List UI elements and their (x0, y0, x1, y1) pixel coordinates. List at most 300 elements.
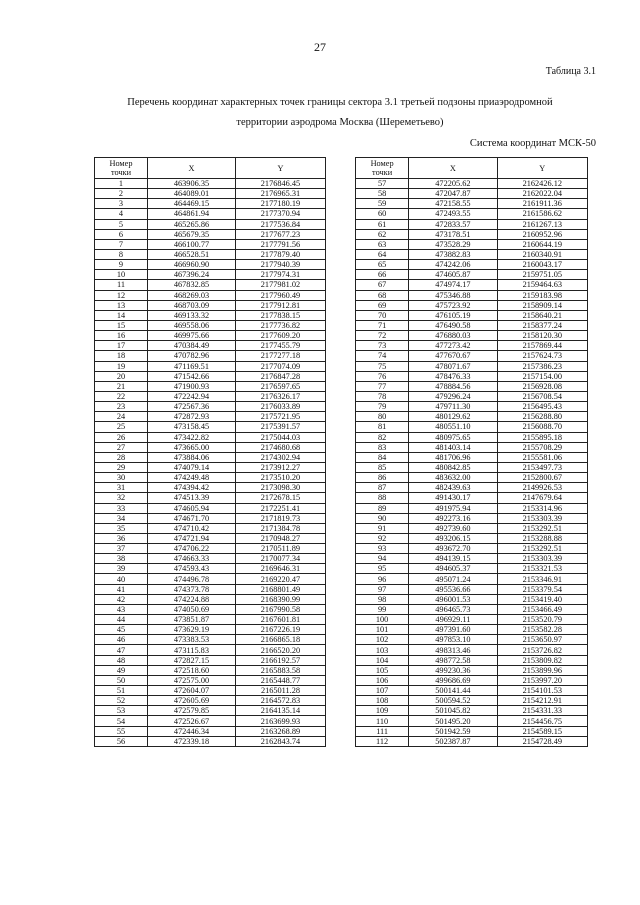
cell-point-number: 22 (95, 391, 148, 401)
cell-x: 469558.06 (148, 320, 236, 330)
cell-x: 465265.86 (148, 219, 236, 229)
cell-y: 2157386.23 (497, 361, 587, 371)
cell-x: 475723.92 (409, 300, 497, 310)
cell-point-number: 102 (356, 635, 409, 645)
table-row (356, 189, 588, 199)
cell-point-number: 10 (95, 270, 148, 280)
table-row (95, 351, 326, 361)
cell-x: 495536.66 (409, 584, 497, 594)
cell-x: 464089.01 (148, 189, 236, 199)
cell-x: 474605.94 (148, 503, 236, 513)
table-row (95, 686, 326, 696)
table-row (356, 574, 588, 584)
table-row (95, 260, 326, 270)
cell-point-number: 33 (95, 503, 148, 513)
cell-y: 2163268.89 (236, 726, 326, 736)
cell-y: 2156495.43 (497, 402, 587, 412)
table-row (95, 219, 326, 229)
table-row (95, 239, 326, 249)
cell-point-number: 45 (95, 625, 148, 635)
table-row (95, 381, 326, 391)
cell-x: 477670.67 (409, 351, 497, 361)
cell-point-number: 35 (95, 523, 148, 533)
cell-x: 474663.33 (148, 554, 236, 564)
cell-x: 471542.66 (148, 371, 236, 381)
cell-y: 2152800.67 (497, 473, 587, 483)
cell-y: 2170511.89 (236, 544, 326, 554)
cell-point-number: 81 (356, 422, 409, 432)
cell-y: 2177277.18 (236, 351, 326, 361)
cell-x: 493206.15 (409, 533, 497, 543)
table-row (356, 331, 588, 341)
cell-point-number: 59 (356, 199, 409, 209)
cell-x: 473528.29 (409, 239, 497, 249)
table-row (356, 199, 588, 209)
cell-point-number: 76 (356, 371, 409, 381)
cell-x: 474224.88 (148, 594, 236, 604)
cell-point-number: 60 (356, 209, 409, 219)
cell-y: 2154212.91 (497, 696, 587, 706)
cell-point-number: 37 (95, 544, 148, 554)
cell-x: 474721.94 (148, 533, 236, 543)
cell-point-number: 32 (95, 493, 148, 503)
cell-y: 2153520.79 (497, 615, 587, 625)
cell-x: 474050.69 (148, 604, 236, 614)
table-row (95, 331, 326, 341)
cell-x: 483632.00 (409, 473, 497, 483)
cell-x: 472339.18 (148, 736, 236, 746)
cell-y: 2172678.15 (236, 493, 326, 503)
cell-x: 472493.55 (409, 209, 497, 219)
cell-x: 474249.48 (148, 473, 236, 483)
table-row (356, 544, 588, 554)
cell-y: 2160043.17 (497, 260, 587, 270)
cell-x: 497391.60 (409, 625, 497, 635)
cell-point-number: 108 (356, 696, 409, 706)
cell-point-number: 6 (95, 229, 148, 239)
cell-y: 2170948.27 (236, 533, 326, 543)
cell-y: 2156288.80 (497, 412, 587, 422)
table-row (356, 696, 588, 706)
cell-point-number: 52 (95, 696, 148, 706)
table-row (356, 209, 588, 219)
cell-y: 2161267.13 (497, 219, 587, 229)
table-row (356, 665, 588, 675)
cell-x: 476880.03 (409, 331, 497, 341)
cell-y: 2176033.89 (236, 402, 326, 412)
table-row (356, 635, 588, 645)
cell-point-number: 66 (356, 270, 409, 280)
cell-x: 501495.20 (409, 716, 497, 726)
table-row (95, 249, 326, 259)
cell-point-number: 55 (95, 726, 148, 736)
cell-x: 472827.15 (148, 655, 236, 665)
cell-point-number: 97 (356, 584, 409, 594)
cell-x: 469975.66 (148, 331, 236, 341)
cell-y: 2175391.57 (236, 422, 326, 432)
cell-y: 2177940.39 (236, 260, 326, 270)
cell-x: 479296.24 (409, 391, 497, 401)
column-header-point-number (95, 158, 148, 179)
cell-x: 469133.32 (148, 310, 236, 320)
cell-point-number: 48 (95, 655, 148, 665)
cell-point-number: 25 (95, 422, 148, 432)
cell-x: 472872.93 (148, 412, 236, 422)
cell-point-number: 84 (356, 452, 409, 462)
table-row (356, 371, 588, 381)
cell-x: 498313.46 (409, 645, 497, 655)
cell-x: 474373.78 (148, 584, 236, 594)
table-row (95, 523, 326, 533)
table-row (95, 655, 326, 665)
table-row (356, 584, 588, 594)
table-row (95, 696, 326, 706)
table-row (356, 452, 588, 462)
table-row (95, 371, 326, 381)
cell-y: 2166192.57 (236, 655, 326, 665)
cell-point-number: 71 (356, 320, 409, 330)
table-row (95, 300, 326, 310)
cell-x: 472446.34 (148, 726, 236, 736)
cell-y: 2156708.54 (497, 391, 587, 401)
cell-x: 470782.96 (148, 351, 236, 361)
cell-y: 2177536.84 (236, 219, 326, 229)
table-row (356, 219, 588, 229)
cell-x: 472242.94 (148, 391, 236, 401)
cell-y: 2177879.40 (236, 249, 326, 259)
table-row (356, 442, 588, 452)
cell-x: 480129.62 (409, 412, 497, 422)
table-row (95, 564, 326, 574)
cell-x: 474394.42 (148, 483, 236, 493)
table-row (356, 523, 588, 533)
column-header-x: X (409, 158, 497, 179)
cell-y: 2153292.51 (497, 544, 587, 554)
cell-y: 2168801.49 (236, 584, 326, 594)
cell-point-number: 86 (356, 473, 409, 483)
table-row (95, 483, 326, 493)
cell-point-number: 78 (356, 391, 409, 401)
cell-y: 2174680.68 (236, 442, 326, 452)
table-row (95, 310, 326, 320)
cell-x: 472833.57 (409, 219, 497, 229)
cell-y: 2177074.09 (236, 361, 326, 371)
column-header-number-line2: точки (372, 168, 393, 177)
cell-point-number: 54 (95, 716, 148, 726)
cell-y: 2153303.39 (497, 554, 587, 564)
cell-y: 2177981.02 (236, 280, 326, 290)
cell-x: 463906.35 (148, 179, 236, 189)
cell-x: 474706.22 (148, 544, 236, 554)
cell-y: 2153419.40 (497, 594, 587, 604)
cell-point-number: 70 (356, 310, 409, 320)
cell-point-number: 104 (356, 655, 409, 665)
table-row (356, 270, 588, 280)
table-row (356, 604, 588, 614)
cell-y: 2176326.17 (236, 391, 326, 401)
cell-y: 2177609.20 (236, 331, 326, 341)
cell-point-number: 112 (356, 736, 409, 746)
cell-y: 2177677.23 (236, 229, 326, 239)
cell-x: 467832.85 (148, 280, 236, 290)
cell-x: 474079.14 (148, 462, 236, 472)
table-row (356, 726, 588, 736)
table-row (95, 645, 326, 655)
cell-point-number: 99 (356, 604, 409, 614)
cell-point-number: 53 (95, 706, 148, 716)
cell-point-number: 3 (95, 199, 148, 209)
cell-point-number: 80 (356, 412, 409, 422)
cell-point-number: 107 (356, 686, 409, 696)
table-row (95, 270, 326, 280)
cell-x: 473115.83 (148, 645, 236, 655)
table-row (356, 675, 588, 685)
cell-x: 498772.58 (409, 655, 497, 665)
cell-point-number: 28 (95, 452, 148, 462)
cell-point-number: 57 (356, 179, 409, 189)
cell-y: 2159183.98 (497, 290, 587, 300)
cell-x: 473178.51 (409, 229, 497, 239)
cell-y: 2156928.08 (497, 381, 587, 391)
cell-x: 468269.03 (148, 290, 236, 300)
cell-point-number: 72 (356, 331, 409, 341)
table-row (95, 584, 326, 594)
cell-x: 474671.70 (148, 513, 236, 523)
cell-point-number: 62 (356, 229, 409, 239)
cell-point-number: 105 (356, 665, 409, 675)
table-row (95, 716, 326, 726)
cell-x: 473884.06 (148, 452, 236, 462)
cell-x: 472604.07 (148, 686, 236, 696)
cell-y: 2154728.49 (497, 736, 587, 746)
cell-point-number: 7 (95, 239, 148, 249)
cell-point-number: 98 (356, 594, 409, 604)
cell-x: 499686.69 (409, 675, 497, 685)
table-row (356, 473, 588, 483)
cell-point-number: 18 (95, 351, 148, 361)
cell-point-number: 91 (356, 523, 409, 533)
table-row (95, 361, 326, 371)
cell-y: 2153321.53 (497, 564, 587, 574)
table-row (356, 594, 588, 604)
table-row (356, 351, 588, 361)
cell-point-number: 63 (356, 239, 409, 249)
cell-x: 494605.37 (409, 564, 497, 574)
table-row (356, 381, 588, 391)
table-header-row (95, 158, 326, 179)
table-row (356, 483, 588, 493)
cell-y: 2168390.99 (236, 594, 326, 604)
table-row (95, 544, 326, 554)
cell-point-number: 44 (95, 615, 148, 625)
cell-point-number: 74 (356, 351, 409, 361)
table-row (356, 320, 588, 330)
cell-point-number: 9 (95, 260, 148, 270)
table-row (356, 533, 588, 543)
cell-point-number: 65 (356, 260, 409, 270)
cell-point-number: 88 (356, 493, 409, 503)
cell-y: 2153314.96 (497, 503, 587, 513)
cell-x: 481706.96 (409, 452, 497, 462)
cell-y: 2166520.20 (236, 645, 326, 655)
table-row (95, 412, 326, 422)
cell-x: 472158.55 (409, 199, 497, 209)
cell-y: 2173510.20 (236, 473, 326, 483)
cell-y: 2153497.73 (497, 462, 587, 472)
table-label: Таблица 3.1 (545, 66, 596, 77)
cell-point-number: 11 (95, 280, 148, 290)
cell-x: 472518.60 (148, 665, 236, 675)
cell-y: 2155581.06 (497, 452, 587, 462)
cell-x: 473158.45 (148, 422, 236, 432)
table-row (356, 462, 588, 472)
cell-x: 502387.87 (409, 736, 497, 746)
cell-x: 466100.77 (148, 239, 236, 249)
table-row (95, 625, 326, 635)
cell-point-number: 4 (95, 209, 148, 219)
cell-x: 467396.24 (148, 270, 236, 280)
cell-y: 2173912.27 (236, 462, 326, 472)
cell-x: 501942.59 (409, 726, 497, 736)
cell-x: 474496.78 (148, 574, 236, 584)
table-row (95, 179, 326, 189)
cell-point-number: 90 (356, 513, 409, 523)
table-row (356, 249, 588, 259)
cell-y: 2169646.31 (236, 564, 326, 574)
cell-x: 472579.85 (148, 706, 236, 716)
cell-y: 2164135.14 (236, 706, 326, 716)
cell-y: 2171384.78 (236, 523, 326, 533)
table-row (356, 493, 588, 503)
cell-point-number: 82 (356, 432, 409, 442)
cell-y: 2177370.94 (236, 209, 326, 219)
cell-x: 473383.53 (148, 635, 236, 645)
cell-x: 472526.67 (148, 716, 236, 726)
cell-point-number: 21 (95, 381, 148, 391)
table-row (95, 290, 326, 300)
cell-point-number: 51 (95, 686, 148, 696)
table-row (95, 726, 326, 736)
cell-y: 2167601.81 (236, 615, 326, 625)
table-row (95, 473, 326, 483)
cell-point-number: 79 (356, 402, 409, 412)
cell-x: 470384.49 (148, 341, 236, 351)
cell-point-number: 95 (356, 564, 409, 574)
cell-y: 2167990.58 (236, 604, 326, 614)
cell-y: 2153899.96 (497, 665, 587, 675)
cell-point-number: 89 (356, 503, 409, 513)
column-header-number-line1: Номер (370, 159, 394, 168)
cell-point-number: 61 (356, 219, 409, 229)
cell-x: 466960.90 (148, 260, 236, 270)
cell-x: 472047.87 (409, 189, 497, 199)
cell-x: 472605.69 (148, 696, 236, 706)
table-row (95, 229, 326, 239)
cell-point-number: 58 (356, 189, 409, 199)
column-header-number-line2: точки (110, 168, 132, 177)
table-row (356, 645, 588, 655)
cell-y: 2159751.05 (497, 270, 587, 280)
cell-x: 494139.15 (409, 554, 497, 564)
cell-y: 2154331.33 (497, 706, 587, 716)
cell-y: 2171819.73 (236, 513, 326, 523)
cell-point-number: 24 (95, 412, 148, 422)
table-row (95, 452, 326, 462)
cell-point-number: 83 (356, 442, 409, 452)
cell-point-number: 50 (95, 675, 148, 685)
cell-y: 2158640.21 (497, 310, 587, 320)
cell-y: 2153466.49 (497, 604, 587, 614)
cell-y: 2175721.95 (236, 412, 326, 422)
cell-point-number: 15 (95, 320, 148, 330)
cell-y: 2177960.49 (236, 290, 326, 300)
table-row (356, 564, 588, 574)
cell-point-number: 73 (356, 341, 409, 351)
table-row (95, 574, 326, 584)
cell-x: 477273.42 (409, 341, 497, 351)
cell-point-number: 56 (95, 736, 148, 746)
cell-y: 2154589.15 (497, 726, 587, 736)
table-row (356, 615, 588, 625)
cell-y: 2159464.63 (497, 280, 587, 290)
table-row (356, 655, 588, 665)
cell-point-number: 67 (356, 280, 409, 290)
document-heading (90, 93, 590, 133)
cell-y: 2157869.44 (497, 341, 587, 351)
table-row (95, 280, 326, 290)
cell-y: 2176597.65 (236, 381, 326, 391)
cell-y: 2161586.62 (497, 209, 587, 219)
cell-y: 2153997.20 (497, 675, 587, 685)
table-row (356, 432, 588, 442)
cell-x: 474513.39 (148, 493, 236, 503)
table-row (356, 513, 588, 523)
cell-y: 2166865.18 (236, 635, 326, 645)
cell-y: 2153726.82 (497, 645, 587, 655)
table-header-row (356, 158, 588, 179)
cell-y: 2176965.31 (236, 189, 326, 199)
cell-point-number: 49 (95, 665, 148, 675)
cell-x: 499230.36 (409, 665, 497, 675)
cell-y: 2177912.81 (236, 300, 326, 310)
table-row (356, 625, 588, 635)
table-row (95, 513, 326, 523)
cell-point-number: 16 (95, 331, 148, 341)
cell-point-number: 77 (356, 381, 409, 391)
cell-point-number: 42 (95, 594, 148, 604)
cell-y: 2177455.79 (236, 341, 326, 351)
table-row (356, 290, 588, 300)
cell-point-number: 19 (95, 361, 148, 371)
table-row (95, 189, 326, 199)
cell-x: 496465.73 (409, 604, 497, 614)
cell-point-number: 69 (356, 300, 409, 310)
cell-x: 478071.67 (409, 361, 497, 371)
cell-x: 474974.17 (409, 280, 497, 290)
table-row (356, 260, 588, 270)
cell-point-number: 31 (95, 483, 148, 493)
table-row (95, 736, 326, 746)
cell-point-number: 43 (95, 604, 148, 614)
cell-x: 464469.15 (148, 199, 236, 209)
table-row (95, 402, 326, 412)
cell-x: 492273.16 (409, 513, 497, 523)
cell-y: 2177838.15 (236, 310, 326, 320)
cell-x: 496001.53 (409, 594, 497, 604)
cell-point-number: 68 (356, 290, 409, 300)
cell-x: 472567.36 (148, 402, 236, 412)
cell-x: 472575.00 (148, 675, 236, 685)
